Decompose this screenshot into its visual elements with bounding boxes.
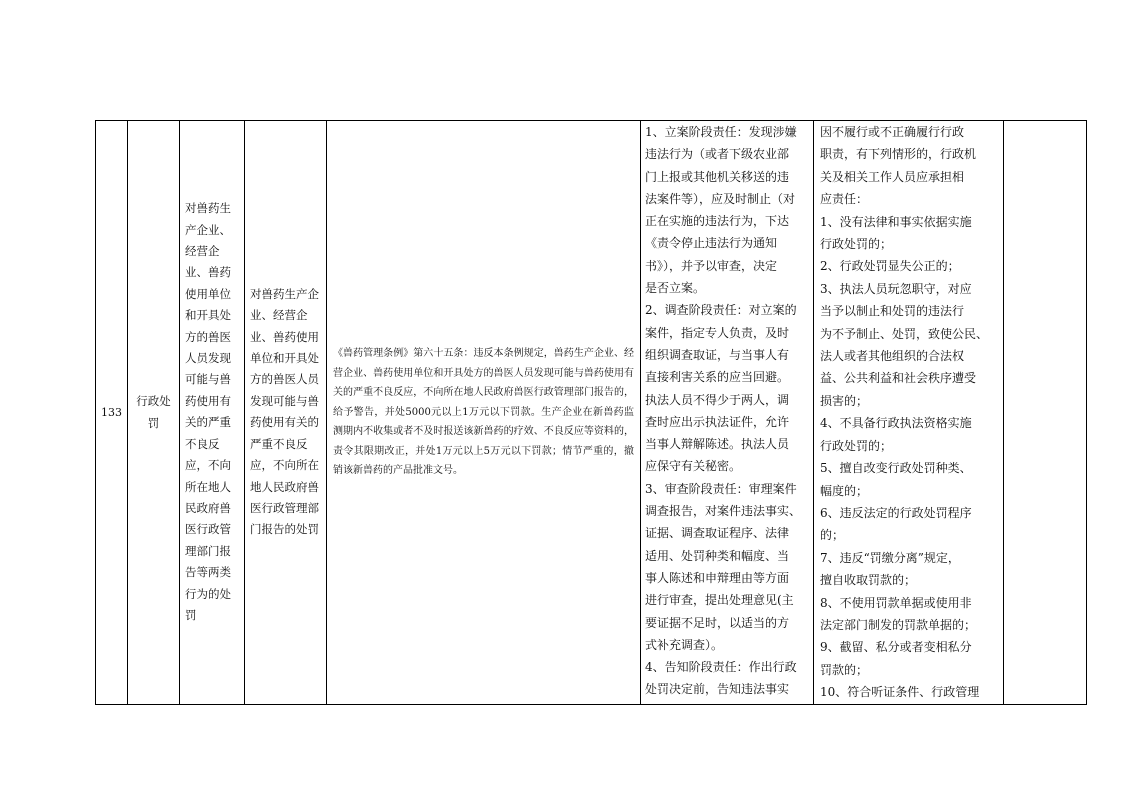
responsibility-line: 2、调查阶段责任：对立案的	[645, 303, 797, 318]
accountability-line: 关及相关工作人员应承担相	[820, 169, 965, 184]
accountability-line: 7、违反“罚缴分离”规定，	[820, 550, 960, 565]
responsibility-line: 法案件等），应及时制止（对	[645, 191, 796, 206]
item-name: 对兽药生产企业、经营企业、兽药使用单位和开具处方的兽医人员发现可能与兽药使用有关的严重不良反应，不向所在地人民政府兽医行政管理部门报告等两类行为的处罚	[185, 201, 231, 622]
legal-basis-text: 《兽药管理条例》第六十五条：违反本条例规定，兽药生产企业、经营企业、兽药使用单位和开具处方的兽医人员发现可能与兽药使用有关的严重不良反应，不向所在地人民政府兽医行政管理部门报告的，给予警告，并处5000元以上1万元以下罚款。生产企业在新兽药监测期内不收集或者不及时报送该新兽药的疗效、不良反应等资料的，责令其限期改正，并处1万元以上5万元以下罚款；情节严重的，撤销该新兽药的产品批准文号。	[333, 348, 634, 477]
accountability-line: 行政处罚的；	[820, 438, 893, 453]
responsibility-line: 应保守有关秘密。	[645, 459, 742, 474]
responsibility-line: 直接利害关系的应当回避。	[645, 370, 790, 385]
accountability-line: 5、擅自改变行政处罚种类、	[820, 461, 972, 476]
sub-item-name: 对兽药生产企业、经营企业、兽药使用单位和开具处方的兽医人员发现可能与兽药使用有关的严重不良反应，不向所在地人民政府兽医行政管理部门报告的处罚	[250, 286, 319, 537]
responsibility-line: 查时应出示执法证件，允许	[645, 414, 790, 429]
accountability-line: 2、行政处罚显失公正的；	[820, 259, 960, 274]
responsibility-line: 1、立案阶段责任：发现涉嫌	[645, 125, 797, 139]
accountability-line: 9、截留、私分或者变相私分	[820, 640, 972, 655]
responsibility-line: 案件，指定专人负责，及时	[645, 325, 790, 340]
accountability-line: 因不履行或不正确履行行政	[820, 125, 965, 139]
row-number: 133	[101, 405, 122, 419]
accountability-line: 损害的；	[820, 393, 869, 408]
accountability-line: 幅度的；	[820, 483, 869, 498]
responsibility-line: 门上报或其他机关移送的违	[645, 169, 790, 184]
power-type-cell	[128, 121, 180, 705]
accountability-line: 法定部门制发的罚款单据的；	[820, 617, 977, 632]
responsibility-line: 式补充调查）。	[645, 637, 724, 652]
sub-item-cell	[245, 121, 327, 705]
accountability-line: 10、符合听证条件、行政管理	[820, 685, 980, 700]
accountability-line: 益、公共利益和社会秩序遭受	[820, 371, 977, 386]
accountability-text	[820, 121, 997, 704]
responsibility-line: 执法人员不得少于两人，调	[645, 392, 790, 407]
accountability-line: 3、执法人员玩忽职守，对应	[820, 281, 972, 296]
responsibility-line: 组织调查取证，与当事人有	[645, 347, 790, 362]
accountability-line: 擅自收取罚款的；	[820, 573, 917, 588]
responsibility-line: 适用、处罚种类和幅度、当	[645, 548, 790, 563]
responsibility-line: 正在实施的违法行为，下达	[645, 214, 790, 229]
responsibility-line: 书》），并予以审查，决定	[645, 258, 778, 273]
accountability-line: 行政处罚的；	[820, 237, 893, 252]
item-name-cell	[180, 121, 245, 705]
responsibility-line: 《责令停止违法行为通知	[645, 236, 778, 251]
remarks-cell	[1004, 121, 1087, 705]
accountability-line: 6、违反法定的行政处罚程序	[820, 505, 972, 520]
legal-basis-cell	[327, 121, 641, 705]
responsibility-line: 是否立案。	[645, 281, 706, 296]
accountability-line: 职责，有下列情形的，行政机	[820, 147, 977, 162]
responsibility-line: 事人陈述和申辩理由等方面	[645, 570, 790, 585]
accountability-line: 1、没有法律和事实依据实施	[820, 214, 972, 229]
responsibility-line: 证据、调查取证程序、法律	[645, 526, 790, 541]
accountability-line: 应责任：	[820, 192, 869, 207]
responsibility-text	[645, 121, 809, 701]
responsibility-line: 4、告知阶段责任：作出行政	[645, 660, 797, 675]
responsibility-line: 调查报告，对案件违法事实、	[645, 504, 802, 519]
accountability-line: 的；	[820, 528, 845, 543]
accountability-line: 4、不具备行政执法资格实施	[820, 416, 972, 431]
responsibility-cell	[641, 121, 814, 705]
responsibility-line: 要证据不足时，以适当的方	[645, 615, 790, 630]
accountability-line: 8、不使用罚款单据或使用非	[820, 595, 972, 610]
accountability-line: 当予以制止和处罚的违法行	[820, 304, 965, 319]
accountability-line: 罚款的；	[820, 662, 869, 677]
power-type: 行政处罚	[136, 394, 171, 431]
responsibility-line: 处罚决定前，告知违法事实	[645, 682, 790, 697]
responsibility-line: 3、审查阶段责任：审理案件	[645, 481, 797, 496]
row-number-cell	[96, 121, 128, 705]
accountability-line: 为不予制止、处罚，致使公民、	[820, 326, 989, 341]
accountability-line: 法人或者其他组织的合法权	[820, 349, 965, 364]
responsibility-line: 当事人辩解陈述。执法人员	[645, 437, 790, 452]
power-list-table	[95, 120, 1087, 705]
responsibility-line: 违法行为（或者下级农业部	[645, 147, 790, 162]
responsibility-line: 进行审查，提出处理意见(主	[645, 593, 794, 608]
table-row	[96, 121, 1087, 705]
accountability-cell	[814, 121, 1004, 705]
